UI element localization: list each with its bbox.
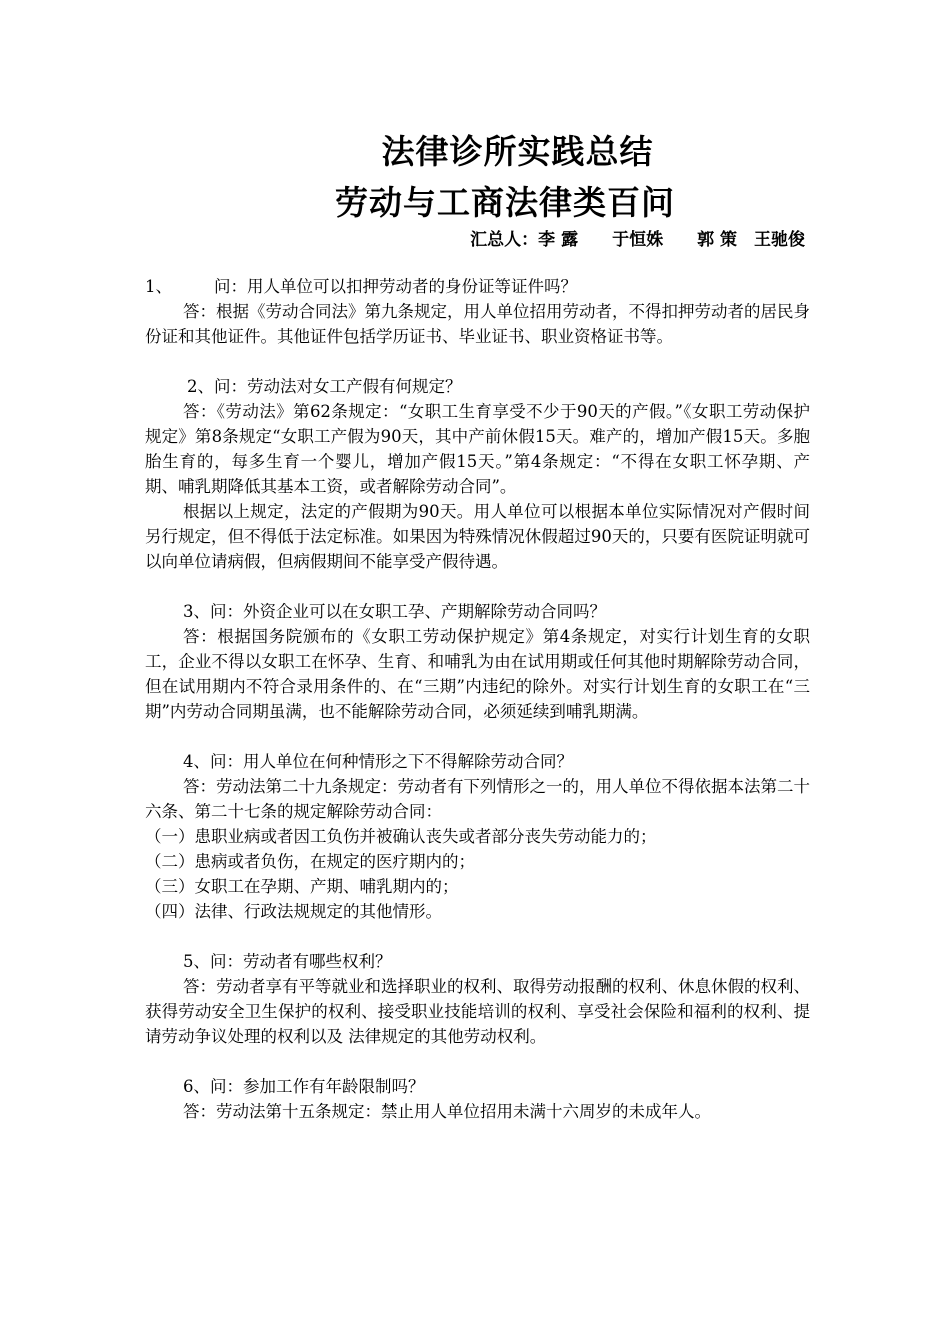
question-number: 5、 — [182, 952, 210, 971]
answer-paragraph: 答：《劳动法》第62条规定：“女职工生育享受不少于90天的产假。”《女职工劳动保护规定》第8条规定“女职工产假为90天，其中产前休假15天。难产的，增加产假15天。多胞胎生育的，每多生育一个婴儿，增加产假15天。”第4条规定：“不得在女职工怀孕期、产期、哺乳期降低其基本工资，或者解除劳动合同”。 — [145, 402, 810, 496]
question-text: 问：外资企业可以在女职工孕、产期解除劳动合同吗？ — [209, 602, 606, 621]
document-subtitle: 劳动与工商法律类百问 — [335, 183, 675, 222]
question-3 — [145, 599, 810, 624]
question-number: 2、 — [187, 377, 214, 396]
question-number: 1、 — [145, 277, 172, 296]
question-number: 6、 — [182, 1077, 210, 1096]
question-text: 问：劳动者有哪些权利？ — [209, 952, 392, 971]
question-text: 问：参加工作有年龄限制吗？ — [209, 1077, 425, 1096]
question-2 — [145, 374, 810, 399]
answer-paragraph: 答：根据国务院颁布的《女职工劳动保护规定》第4条规定，对实行计划生育的女职工，企业不得以女职工在怀孕、生育、和哺乳为由在试用期或任何其他时期解除劳动合同，但在试用期内不符合录用条件的、在“三期”内违纪的除外。对实行计划生育的女职工在“三期”内劳动合同期虽满，也不能解除劳动合同，必须延续到哺乳期满。 — [145, 627, 810, 721]
question-text: 问：用人单位在何种情形之下不得解除劳动合同？ — [209, 752, 573, 771]
document-body — [145, 274, 810, 1124]
question-text: 问：劳动法对女工产假有何规定？ — [214, 377, 462, 396]
answer-paragraph: 答：劳动法第十五条规定：禁止用人单位招用未满十六周岁的未成年人。 — [182, 1102, 711, 1121]
list-item: （一）患职业病或者因工负伤并被确认丧失或者部分丧失劳动能力的； — [145, 827, 657, 846]
question-number: 3、 — [182, 602, 210, 621]
qa-block-3 — [145, 599, 810, 724]
answer-paragraph: 答：劳动者享有平等就业和选择职业的权利、取得劳动报酬的权利、休息休假的权利、获得劳动安全卫生保护的权利、接受职业技能培训的权利、享受社会保险和福利的权利、提请劳动争议处理的权利以及 法律规定的其他劳动权利。 — [145, 977, 810, 1046]
qa-block-1 — [145, 274, 810, 349]
answer-paragraph: 答：劳动法第二十九条规定：劳动者有下列情形之一的，用人单位不得依据本法第二十六条、第二十七条的规定解除劳动合同： — [145, 777, 810, 821]
list-item: （四）法律、行政法规规定的其他情形。 — [145, 902, 442, 921]
question-1 — [145, 274, 810, 299]
question-number: 4、 — [182, 752, 210, 771]
question-4 — [145, 749, 810, 774]
compilers-line: 汇总人：李 露 于恒姝 郭 策 王驰俊 — [470, 230, 805, 250]
answer-paragraph: 答：根据《劳动合同法》第九条规定，用人单位招用劳动者，不得扣押劳动者的居民身份证和其他证件。其他证件包括学历证书、毕业证书、职业资格证书等。 — [145, 302, 810, 346]
answer-paragraph: 根据以上规定，法定的产假期为90天。用人单位可以根据本单位实际情况对产假时间另行规定，但不得低于法定标准。如果因为特殊情况休假超过90天的，只要有医院证明就可以向单位请病假，但病假期间不能享受产假待遇。 — [145, 502, 810, 571]
qa-block-4 — [145, 749, 810, 924]
list-item: （二）患病或者负伤，在规定的医疗期内的； — [145, 852, 475, 871]
qa-block-2 — [145, 374, 810, 574]
qa-block-5 — [145, 949, 810, 1049]
document-title: 法律诊所实践总结 — [381, 132, 654, 171]
qa-block-6 — [145, 1074, 810, 1124]
question-6 — [145, 1074, 810, 1099]
question-text: 问：用人单位可以扣押劳动者的身份证等证件吗？ — [214, 277, 577, 296]
question-5 — [145, 949, 810, 974]
list-item: （三）女职工在孕期、产期、哺乳期内的； — [145, 877, 459, 896]
